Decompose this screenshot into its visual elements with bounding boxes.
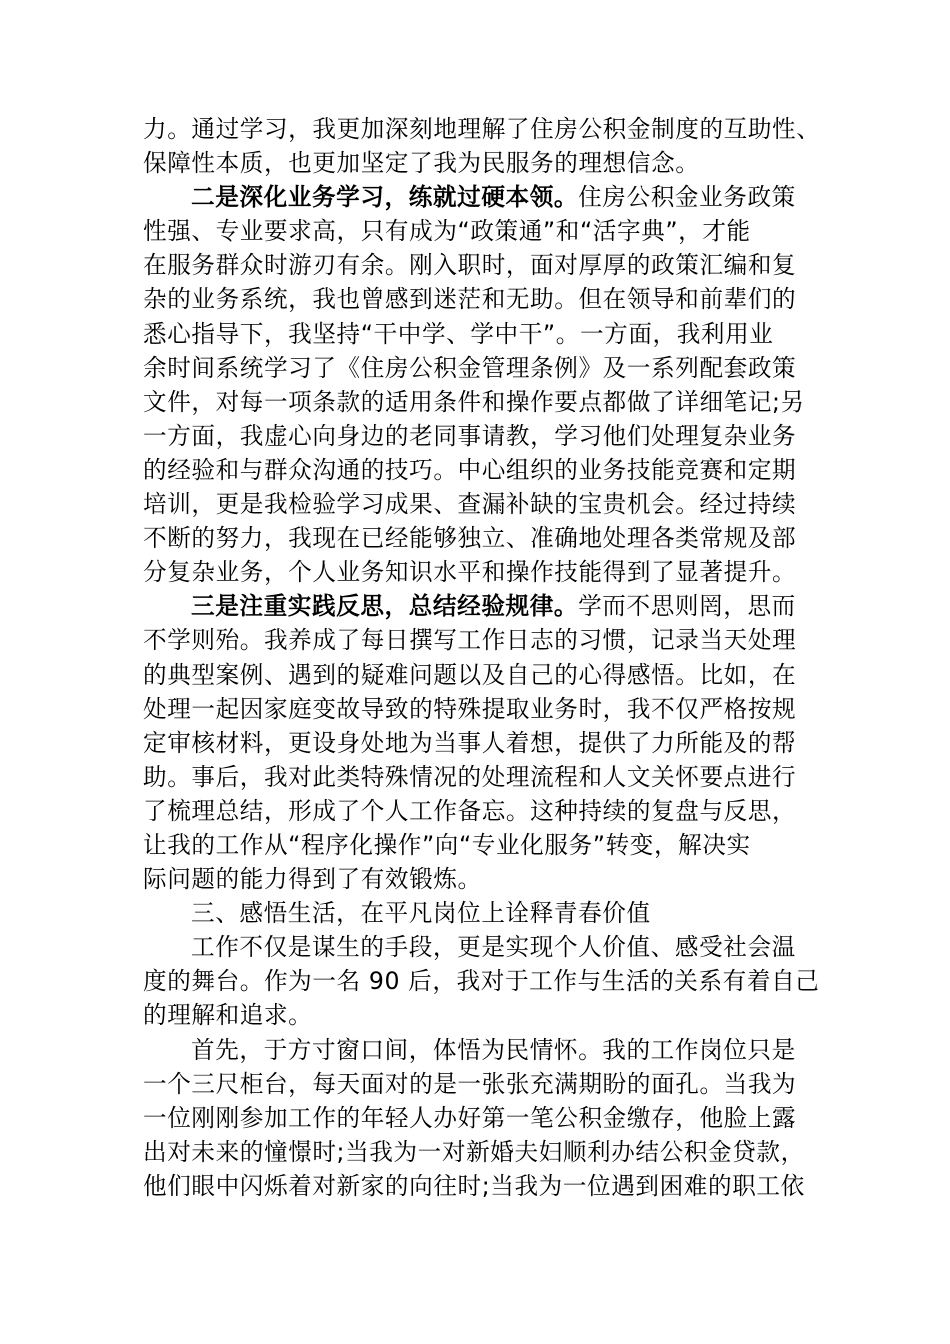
text-line: 的经验和与群众沟通的技巧。中心组织的业务技能竞赛和定期 bbox=[143, 455, 797, 484]
text-line: 在服务群众时游刃有余。刚入职时，面对厚厚的政策汇编和复 bbox=[143, 251, 797, 280]
text-line: 余时间系统学习了《住房公积金管理条例》及一系列配套政策 bbox=[143, 353, 797, 382]
text-line: 一方面，我虚心向身边的老同事请教，学习他们处理复杂业务 bbox=[143, 421, 797, 450]
body-text bbox=[143, 112, 821, 1203]
text-line: 工作不仅是谋生的手段，更是实现个人价值、感受社会温 bbox=[191, 933, 796, 962]
bold-heading: 二是深化业务学习，练就过硬本领。 bbox=[191, 183, 579, 212]
text-line: 文件，对每一项条款的适用条件和操作要点都做了详细笔记;另 bbox=[143, 387, 805, 416]
text-line: 力。通过学习，我更加深刻地理解了住房公积金制度的互助性、 bbox=[143, 115, 821, 143]
text-line: 度的舞台。作为一名 90 后，我对于工作与生活的关系有着自己 bbox=[143, 967, 820, 996]
text-line: 不学则殆。我养成了每日撰写工作日志的习惯，记录当天处理 bbox=[143, 626, 797, 655]
text-run: 学而不思则罔，思而 bbox=[578, 592, 796, 621]
bold-heading: 三是注重实践反思，总结经验规律。 bbox=[191, 592, 579, 621]
text-line: 悉心指导下，我坚持“干中学、学中干”。一方面，我利用业 bbox=[143, 319, 774, 348]
section-heading-line bbox=[143, 180, 809, 214]
text-line: 出对未来的憧憬时;当我为一对新婚夫妇顺利办结公积金贷款， bbox=[143, 1137, 805, 1166]
text-line: 不断的努力，我现在已经能够独立、准确地处理各类常规及部 bbox=[143, 524, 797, 553]
text-line: 首先，于方寸窗口间，体悟为民情怀。我的工作岗位只是 bbox=[191, 1035, 796, 1064]
text-line: 让我的工作从“程序化操作”向“专业化服务”转变，解决实 bbox=[143, 830, 751, 859]
text-line: 性强、专业要求高，只有成为“政策通”和“活字典”，才能 bbox=[143, 217, 751, 246]
text-line: 际问题的能力得到了有效锻炼。 bbox=[143, 865, 482, 894]
text-line: 培训，更是我检验学习成果、查漏补缺的宝贵机会。经过持续 bbox=[143, 490, 797, 519]
text-line: 了梳理总结，形成了个人工作备忘。这种持续的复盘与反思， bbox=[143, 796, 797, 825]
text-line: 助。事后，我对此类特殊情况的处理流程和人文关怀要点进行 bbox=[143, 762, 797, 791]
section-heading-line bbox=[143, 589, 809, 623]
text-line: 一位刚刚参加工作的年轻人办好第一笔公积金缴存，他脸上露 bbox=[143, 1103, 797, 1132]
text-line: 他们眼中闪烁着对新家的向往时;当我为一位遇到困难的职工依 bbox=[143, 1171, 805, 1200]
section-title: 三、感悟生活，在平凡岗位上诠释青春价值 bbox=[191, 899, 651, 928]
text-line: 的典型案例、遇到的疑难问题以及自己的心得感悟。比如，在 bbox=[143, 660, 797, 689]
text-run: 住房公积金业务政策 bbox=[578, 183, 796, 212]
text-line: 定审核材料，更设身处地为当事人着想，提供了力所能及的帮 bbox=[143, 728, 797, 757]
text-line: 保障性本质，也更加坚定了我为民服务的理想信念。 bbox=[143, 149, 700, 178]
text-line: 一个三尺柜台，每天面对的是一张张充满期盼的面孔。当我为 bbox=[143, 1069, 797, 1098]
text-line: 分复杂业务，个人业务知识水平和操作技能得到了显著提升。 bbox=[143, 558, 797, 587]
text-line: 处理一起因家庭变故导致的特殊提取业务时，我不仅严格按规 bbox=[143, 694, 797, 723]
text-line: 杂的业务系统，我也曾感到迷茫和无助。但在领导和前辈们的 bbox=[143, 285, 797, 314]
text-line: 的理解和追求。 bbox=[143, 1001, 313, 1030]
